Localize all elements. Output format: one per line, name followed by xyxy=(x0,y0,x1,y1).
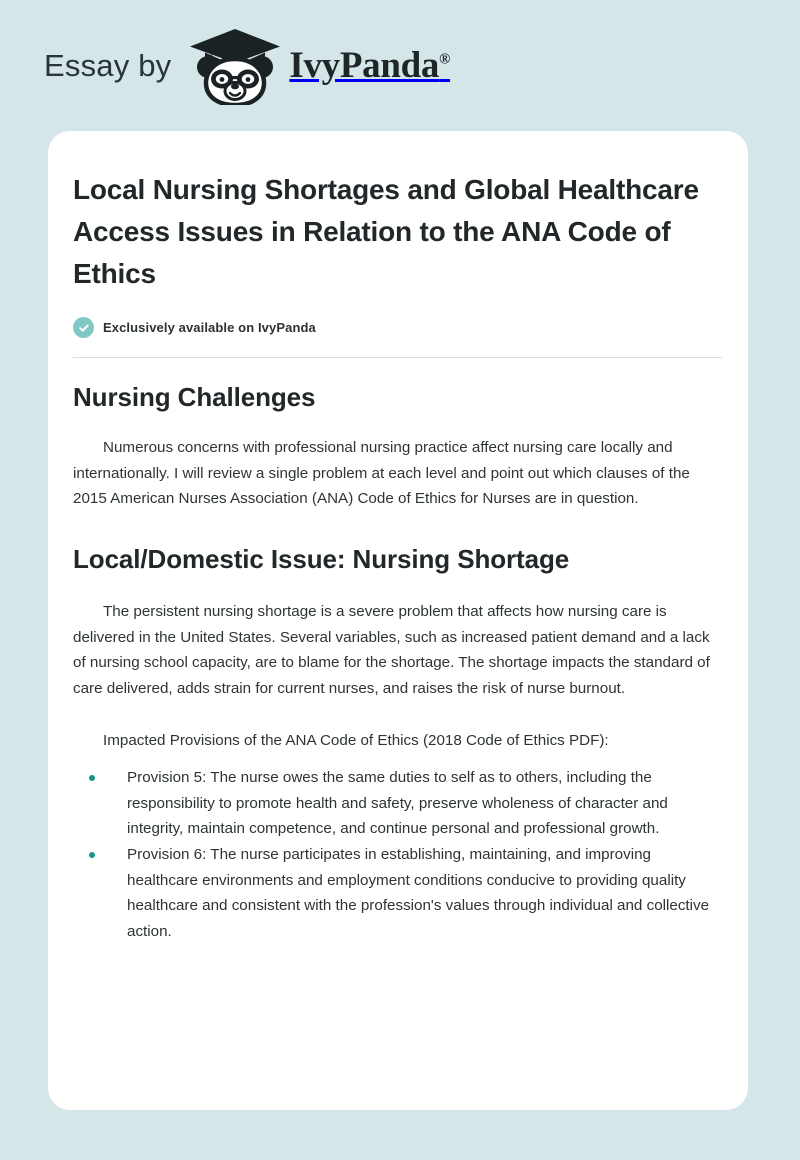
essay-content xyxy=(73,169,722,944)
page-title: Local Nursing Shortages and Global Healthcare Access Issues in Relation to the ANA Code of Ethics xyxy=(73,174,699,289)
list-item-text: Provision 5: The nurse owes the same duties to self as to others, including the responsibility to promote health and safety, preserve wholeness of character and integrity, maintain competence, and continue personal and professional growth. xyxy=(127,769,668,838)
ivypanda-logo-link[interactable] xyxy=(187,27,450,105)
check-circle-icon xyxy=(73,317,94,338)
impacted-provisions-list xyxy=(73,765,722,944)
essay-by-label: Essay by xyxy=(44,48,172,83)
exclusive-badge xyxy=(73,317,722,338)
section-paragraph-nursing-challenges: Numerous concerns with professional nursing practice affect nursing care locally and internationally. I will review a single problem at each level and point out which clauses of the 2015 American Nurses Association (ANA) Code of Ethics for Nurses are in question. xyxy=(73,439,690,508)
bullet-icon xyxy=(89,852,95,858)
registered-mark: ® xyxy=(439,51,451,68)
section-paragraph-local-domestic-issue: The persistent nursing shortage is a severe problem that affects how nursing care is delivered in the United States. Several variables, such as increased patient demand and a lack of nursing school capacity, are to blame for the shortage. The shortage impacts the standard of care delivered, adds strain for current nurses, and raises the risk of nurse burnout. xyxy=(73,603,710,697)
impacted-provisions-intro: Impacted Provisions of the ANA Code of Ethics (2018 Code of Ethics PDF): xyxy=(103,731,609,749)
brand-header xyxy=(0,0,800,131)
status-badge: Exclusively available on IvyPanda xyxy=(103,320,316,335)
brand-name-text: IvyPanda xyxy=(289,45,440,86)
list-item xyxy=(73,842,722,944)
section-heading-nursing-challenges: Nursing Challenges xyxy=(73,382,316,412)
graduation-cap-panda-icon xyxy=(187,27,283,105)
list-item-text: Provision 6: The nurse participates in establishing, maintaining, and improving healthcare environments and employment conditions conducive to providing quality healthcare and consistent with the profession's values through individual and collective action. xyxy=(127,845,710,940)
ivypanda-wordmark xyxy=(289,47,450,84)
list-item xyxy=(73,765,722,842)
essay-paper-card xyxy=(48,131,748,1110)
bullet-icon xyxy=(89,775,95,781)
title-divider xyxy=(73,357,722,358)
section-heading-local-domestic-issue: Local/Domestic Issue: Nursing Shortage xyxy=(73,543,570,574)
